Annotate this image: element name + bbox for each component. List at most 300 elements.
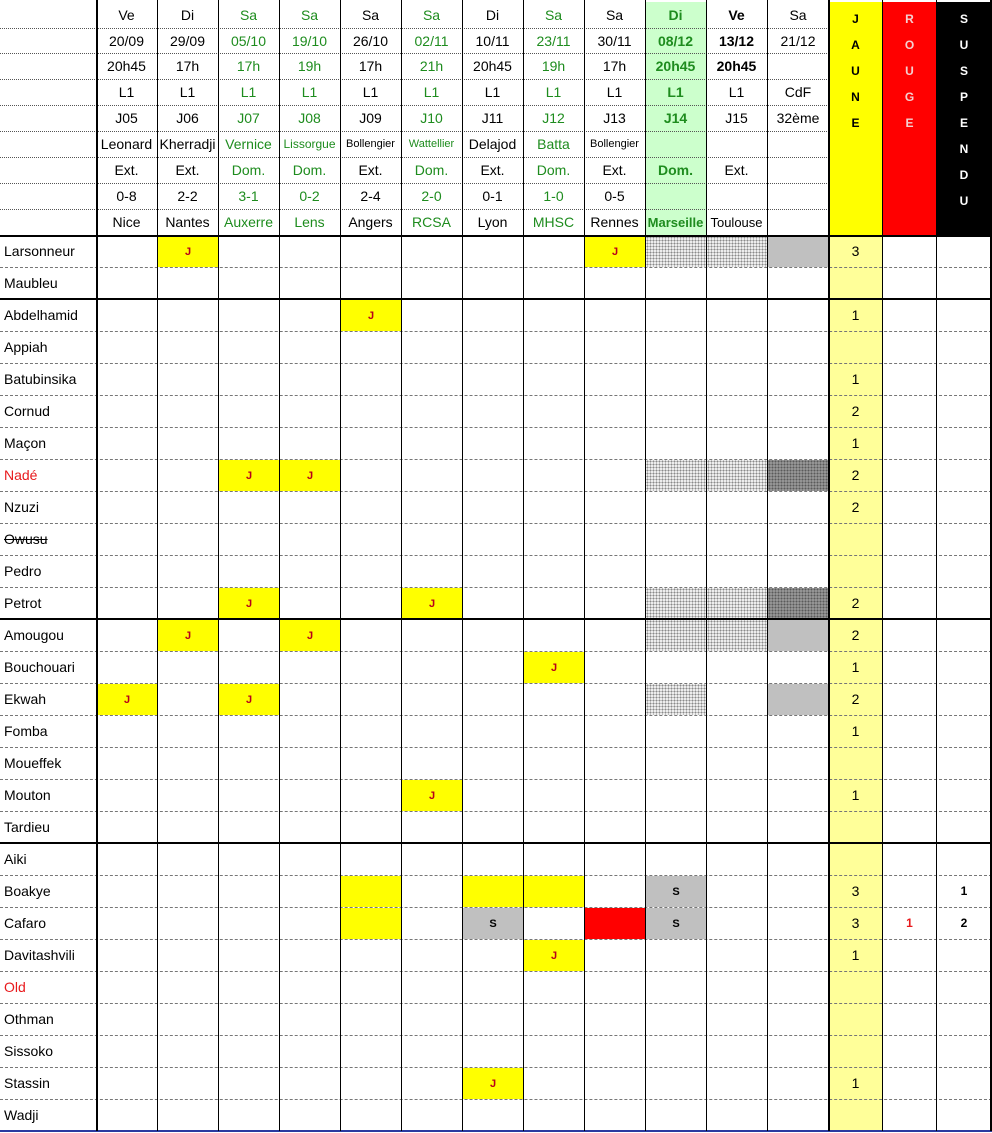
match-cell	[707, 556, 767, 587]
match-opponent: MHSC	[532, 214, 575, 230]
match-opponent: Rennes	[590, 214, 639, 230]
match-cell	[585, 876, 645, 907]
player-name: Nadé	[4, 467, 38, 483]
match-cell	[97, 844, 157, 875]
match-cell	[646, 684, 706, 715]
match-comp: L1	[423, 84, 440, 100]
match-cell	[707, 460, 767, 491]
yellow-card-count: 1	[851, 435, 860, 451]
player-name: Maçon	[4, 435, 47, 451]
match-cell	[402, 364, 462, 395]
match-cell	[219, 940, 279, 971]
player-name: Davitashvili	[4, 947, 75, 963]
match-cell	[158, 1068, 218, 1099]
match-venue	[767, 157, 829, 183]
match-cell	[707, 972, 767, 1003]
match-cell	[768, 268, 829, 299]
yellow-card-count	[829, 1099, 882, 1131]
match-day: Sa	[789, 7, 807, 23]
match-cell	[768, 588, 829, 619]
red-card-count	[882, 459, 937, 491]
match-cell	[219, 1068, 279, 1099]
match-venue: Dom.	[292, 162, 327, 178]
suspension-mark: S	[489, 917, 497, 930]
red-card-count	[882, 715, 937, 747]
suspension-count	[937, 267, 991, 299]
match-cell	[646, 236, 706, 267]
match-cell	[524, 492, 584, 523]
match-cell	[280, 684, 340, 715]
match-referee: Lissorgue	[283, 137, 336, 151]
red-card-count	[882, 235, 937, 267]
suspension-count	[937, 1035, 991, 1067]
match-cell	[402, 812, 462, 843]
match-cell	[463, 428, 523, 459]
match-cell	[341, 364, 401, 395]
match-cell	[280, 652, 340, 683]
match-cell	[219, 268, 279, 299]
match-cell	[280, 364, 340, 395]
match-day: Di	[668, 7, 683, 23]
match-cell	[280, 332, 340, 363]
name-column-border	[96, 0, 98, 1131]
match-cell	[97, 1068, 157, 1099]
match-score: 0-5	[604, 188, 625, 204]
match-cell	[158, 1036, 218, 1067]
yellow-card-mark: J	[184, 245, 192, 258]
match-cell	[585, 780, 645, 811]
match-referee: Vernice	[225, 136, 272, 152]
match-cell	[158, 748, 218, 779]
match-cell	[97, 588, 157, 619]
suspension-count	[937, 1099, 991, 1131]
match-cell	[524, 716, 584, 747]
red-card-count	[882, 971, 937, 1003]
match-time: 20h45	[655, 58, 696, 74]
match-cell	[646, 1068, 706, 1099]
suspension-count	[937, 395, 991, 427]
match-cell	[219, 524, 279, 555]
red-card-count	[882, 395, 937, 427]
suspension-mark: S	[672, 917, 680, 930]
row-gridline	[0, 907, 992, 908]
match-comp: L1	[545, 84, 562, 100]
match-cell	[402, 1100, 462, 1131]
match-comp: L1	[728, 84, 745, 100]
suspension-count	[937, 299, 991, 331]
match-cell	[219, 716, 279, 747]
row-gridline	[0, 651, 992, 652]
match-cell	[463, 716, 523, 747]
yellow-card-count	[829, 1035, 882, 1067]
match-cell	[585, 1100, 645, 1131]
row-gridline	[0, 523, 992, 524]
red-card-count: 1	[906, 916, 913, 930]
match-cell	[768, 236, 829, 267]
match-cell	[768, 844, 829, 875]
match-cell	[219, 556, 279, 587]
match-cell	[707, 908, 767, 939]
match-cell	[463, 236, 523, 267]
match-score	[706, 183, 767, 209]
match-cell	[341, 428, 401, 459]
match-cell	[158, 396, 218, 427]
match-comp: L1	[118, 84, 135, 100]
match-cell	[768, 620, 829, 651]
match-time: 20h45	[716, 58, 757, 74]
match-cell	[463, 524, 523, 555]
match-cell	[524, 268, 584, 299]
match-day: Ve	[728, 7, 745, 23]
match-cell	[97, 972, 157, 1003]
suspension-count	[937, 587, 991, 619]
match-cell	[585, 268, 645, 299]
match-comp: L1	[484, 84, 501, 100]
match-cell	[524, 844, 584, 875]
red-card-count	[882, 587, 937, 619]
match-referee: Leonard	[100, 136, 153, 152]
match-cell	[768, 780, 829, 811]
match-cell	[97, 908, 157, 939]
match-cell	[341, 524, 401, 555]
column-gridline	[767, 0, 768, 1131]
suspension-count	[937, 811, 991, 843]
match-cell	[524, 332, 584, 363]
match-cell	[463, 652, 523, 683]
yellow-card-count	[829, 267, 882, 299]
match-cell	[158, 1004, 218, 1035]
column-gridline	[279, 0, 280, 1131]
match-cell	[158, 1100, 218, 1131]
match-cell	[463, 332, 523, 363]
match-cell	[646, 940, 706, 971]
match-cell	[707, 588, 767, 619]
match-round: J08	[298, 110, 321, 126]
red-card-count	[882, 1099, 937, 1131]
match-day: Sa	[239, 7, 258, 23]
match-cell	[219, 1036, 279, 1067]
player-name: Stassin	[4, 1075, 50, 1091]
sheet-bottom-border	[0, 1130, 992, 1132]
match-cell	[707, 812, 767, 843]
match-day: Sa	[422, 7, 441, 23]
match-cell	[97, 364, 157, 395]
match-cell	[463, 1036, 523, 1067]
match-cell	[97, 1036, 157, 1067]
red-card-count	[882, 299, 937, 331]
match-cell	[402, 332, 462, 363]
match-cell	[646, 1100, 706, 1131]
match-cell	[524, 364, 584, 395]
match-cell	[524, 684, 584, 715]
match-cell	[219, 876, 279, 907]
suspension-count	[937, 747, 991, 779]
match-cell	[463, 588, 523, 619]
match-venue: Ext.	[358, 162, 383, 178]
match-comp: L1	[240, 84, 257, 100]
match-cell	[585, 716, 645, 747]
match-round: J07	[237, 110, 260, 126]
match-cell	[707, 652, 767, 683]
match-cell	[402, 876, 462, 907]
match-cell	[341, 588, 401, 619]
group-divider	[0, 618, 992, 620]
match-cell	[158, 588, 218, 619]
row-gridline	[0, 1035, 992, 1036]
match-cell	[158, 652, 218, 683]
match-cell	[585, 588, 645, 619]
red-card-count	[882, 267, 937, 299]
player-name: Mouton	[4, 787, 51, 803]
match-cell	[768, 556, 829, 587]
match-round: J15	[725, 110, 748, 126]
match-cell	[219, 972, 279, 1003]
player-name: Cornud	[4, 403, 50, 419]
match-score: 0-2	[299, 188, 320, 204]
match-cell	[341, 780, 401, 811]
match-cell	[646, 524, 706, 555]
match-cell	[97, 524, 157, 555]
match-day: Sa	[361, 7, 380, 23]
yellow-card-count: 1	[851, 371, 860, 387]
match-cell	[646, 268, 706, 299]
match-cell	[524, 1068, 584, 1099]
match-date: 21/12	[780, 32, 816, 49]
match-cell	[219, 428, 279, 459]
suspension-count	[937, 363, 991, 395]
header-gridline	[0, 131, 829, 132]
row-gridline	[0, 363, 992, 364]
match-cell	[402, 716, 462, 747]
match-venue: Dom.	[414, 162, 449, 178]
match-cell	[402, 460, 462, 491]
match-cell	[158, 268, 218, 299]
match-cell	[524, 428, 584, 459]
match-cell	[707, 1100, 767, 1131]
match-score: 1-0	[543, 188, 564, 204]
yellow-card-count: 2	[851, 403, 860, 419]
match-cell	[341, 1068, 401, 1099]
match-cell	[280, 1004, 340, 1035]
match-cell	[158, 620, 218, 651]
match-cell	[646, 812, 706, 843]
match-cell	[97, 268, 157, 299]
match-score: 2-0	[421, 188, 442, 204]
match-cell	[524, 460, 584, 491]
match-cell	[97, 332, 157, 363]
match-venue: Dom.	[231, 162, 266, 178]
row-gridline	[0, 747, 992, 748]
yellow-card-mark: J	[245, 469, 253, 482]
row-gridline	[0, 459, 992, 460]
match-opponent	[767, 209, 829, 235]
match-cell	[707, 1004, 767, 1035]
match-time: 20h45	[473, 58, 512, 74]
player-name: Othman	[4, 1011, 54, 1027]
match-date: 26/10	[352, 32, 389, 49]
match-cell	[97, 492, 157, 523]
match-cell	[768, 812, 829, 843]
match-cell	[97, 428, 157, 459]
column-gridline	[645, 0, 646, 1131]
match-cell	[280, 236, 340, 267]
match-opponent: RCSA	[412, 214, 451, 230]
suspension-count	[937, 491, 991, 523]
match-cell	[585, 1004, 645, 1035]
match-cell	[585, 300, 645, 331]
match-time: 17h	[175, 58, 200, 74]
match-cell	[280, 812, 340, 843]
match-date: 10/11	[475, 32, 510, 49]
row-gridline	[0, 939, 992, 940]
red-card-count	[882, 331, 937, 363]
match-cell	[341, 716, 401, 747]
match-cell	[280, 780, 340, 811]
yellow-card-count: 3	[851, 243, 860, 259]
match-round: J10	[420, 110, 443, 126]
match-cell	[219, 748, 279, 779]
match-cell	[158, 684, 218, 715]
match-cell	[524, 620, 584, 651]
match-cell	[646, 620, 706, 651]
match-opponent: Toulouse	[710, 214, 763, 230]
match-cell	[341, 236, 401, 267]
yellow-card-count: 1	[851, 723, 860, 739]
match-cell	[158, 460, 218, 491]
match-cell	[219, 332, 279, 363]
match-cell	[402, 748, 462, 779]
match-time: 19h	[297, 58, 322, 74]
match-cell	[219, 460, 279, 491]
match-cell	[585, 908, 645, 939]
match-cell	[585, 844, 645, 875]
yellow-card-count	[829, 811, 882, 843]
match-cell	[402, 428, 462, 459]
player-name: Larsonneur	[4, 243, 75, 259]
match-cell	[341, 812, 401, 843]
match-cell	[646, 396, 706, 427]
match-cell	[707, 940, 767, 971]
row-gridline	[0, 427, 992, 428]
yellow-card-mark: J	[428, 789, 436, 802]
match-cell	[768, 492, 829, 523]
match-cell	[341, 684, 401, 715]
match-time: 17h	[602, 58, 627, 74]
header-divider	[0, 235, 992, 237]
match-cell	[646, 364, 706, 395]
match-cell	[585, 748, 645, 779]
match-cell	[768, 1068, 829, 1099]
match-cell	[402, 588, 462, 619]
match-cell	[768, 652, 829, 683]
match-referee: Bollengier	[346, 138, 395, 150]
match-cell	[280, 876, 340, 907]
group-divider	[0, 298, 992, 300]
match-cell	[158, 428, 218, 459]
match-round: J09	[359, 110, 382, 126]
group-divider	[0, 842, 992, 844]
red-card-count	[882, 363, 937, 395]
match-cell	[524, 1100, 584, 1131]
match-cell	[97, 716, 157, 747]
match-date: 13/12	[718, 32, 755, 49]
match-cell	[524, 876, 584, 907]
match-cell	[341, 556, 401, 587]
match-cell	[402, 524, 462, 555]
red-card-count	[882, 1067, 937, 1099]
match-cell	[463, 972, 523, 1003]
match-cell	[768, 684, 829, 715]
red-card-count	[882, 1035, 937, 1067]
player-name: Owusu	[4, 531, 48, 547]
yellow-card-mark: J	[367, 309, 375, 322]
match-cell	[158, 972, 218, 1003]
match-cell	[341, 396, 401, 427]
yellow-card-count	[829, 843, 882, 875]
match-cell	[280, 940, 340, 971]
yellow-card-count: 2	[851, 595, 860, 611]
match-cell	[280, 844, 340, 875]
match-opponent: Auxerre	[223, 214, 274, 230]
match-cell	[646, 844, 706, 875]
match-date: 29/09	[169, 32, 206, 49]
yellow-card-count: 1	[851, 787, 860, 803]
player-name: Fomba	[4, 723, 48, 739]
match-comp: L1	[667, 84, 684, 100]
match-cell	[280, 1068, 340, 1099]
match-cell	[524, 300, 584, 331]
player-name: Aiki	[4, 851, 27, 867]
match-cell	[768, 364, 829, 395]
yellow-card-mark: J	[428, 597, 436, 610]
match-cell	[280, 396, 340, 427]
match-round: J14	[663, 110, 688, 126]
match-cell	[707, 524, 767, 555]
match-cell	[768, 396, 829, 427]
yellow-card-count: 1	[851, 659, 860, 675]
player-name: Petrot	[4, 595, 42, 611]
match-cell	[280, 588, 340, 619]
match-cell	[646, 748, 706, 779]
yellow-card-mark: J	[184, 629, 192, 642]
match-cell	[158, 812, 218, 843]
match-cell	[158, 556, 218, 587]
red-card-count	[882, 555, 937, 587]
match-cell	[707, 236, 767, 267]
match-cell	[585, 620, 645, 651]
player-name: Maubleu	[4, 275, 58, 291]
match-cell	[402, 652, 462, 683]
row-gridline	[0, 811, 992, 812]
match-cell	[524, 236, 584, 267]
yellow-card-count: 2	[851, 467, 860, 483]
match-cell	[646, 652, 706, 683]
match-cell	[402, 300, 462, 331]
match-cell	[97, 1004, 157, 1035]
match-cell	[707, 876, 767, 907]
suspension-count	[937, 331, 991, 363]
match-cell	[97, 652, 157, 683]
match-round: J05	[115, 110, 138, 126]
match-cell	[219, 236, 279, 267]
match-cell	[646, 716, 706, 747]
match-cell	[97, 812, 157, 843]
match-cell	[768, 1004, 829, 1035]
yellow-card-count: 3	[851, 883, 860, 899]
row-gridline	[0, 875, 992, 876]
match-referee: Wattellier	[408, 138, 455, 150]
match-cell	[97, 620, 157, 651]
